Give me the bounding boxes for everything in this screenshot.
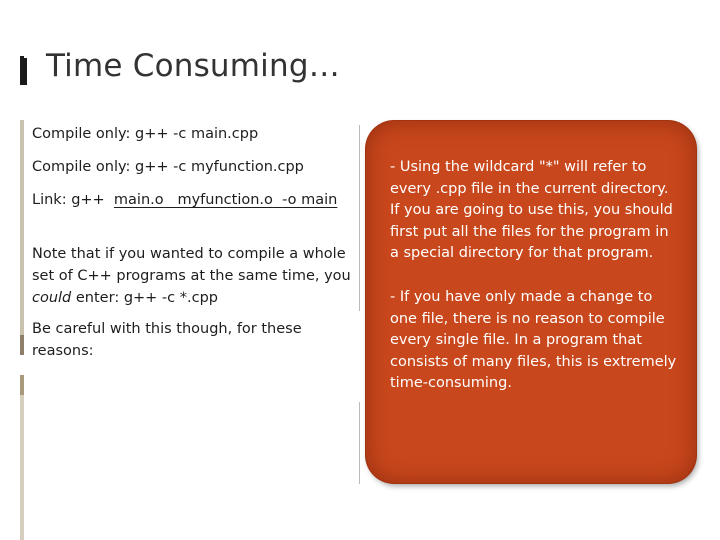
bar-segment-light (20, 395, 24, 540)
link-line (32, 192, 337, 208)
bar-segment-beige (20, 120, 24, 335)
note-prefix: Note that if you wanted to compile a whole set of C++ programs at the same time, you (32, 246, 351, 284)
note-emphasis: could (32, 290, 72, 306)
link-output-flag: -o main (282, 192, 338, 208)
note-paragraph (32, 243, 357, 309)
slide-title: Time Consuming… (46, 48, 340, 84)
note-command: g++ -c *.cpp (123, 290, 218, 306)
compile-myfunction-line: Compile only: g++ -c myfunction.cpp (32, 159, 304, 175)
link-myfunction-object: myfunction.o (177, 192, 273, 208)
bar-segment-brown (20, 335, 24, 355)
title-marker (20, 58, 27, 85)
reason-wildcard: - Using the wildcard "*" will refer to every .cpp file in the current directory. If you are going to use this, you should first put all the files for the program in a special directory for that program. (390, 159, 673, 261)
compile-main-line: Compile only: g++ -c main.cpp (32, 126, 259, 142)
careful-paragraph: Be careful with this though, for these reasons: (32, 321, 302, 359)
note-middle: enter: (71, 290, 124, 306)
bar-segment-tan (20, 375, 24, 395)
reason-recompile: - If you have only made a change to one file, there is no reason to compile every single file. In a program that consists of many files, this is extremely time-consuming. (390, 289, 677, 391)
link-prefix: Link: g++ (32, 192, 110, 208)
separator-lower (359, 402, 360, 484)
separator-upper (359, 125, 360, 311)
link-main-object: main.o (113, 192, 164, 208)
bar-segment-white (20, 355, 24, 375)
